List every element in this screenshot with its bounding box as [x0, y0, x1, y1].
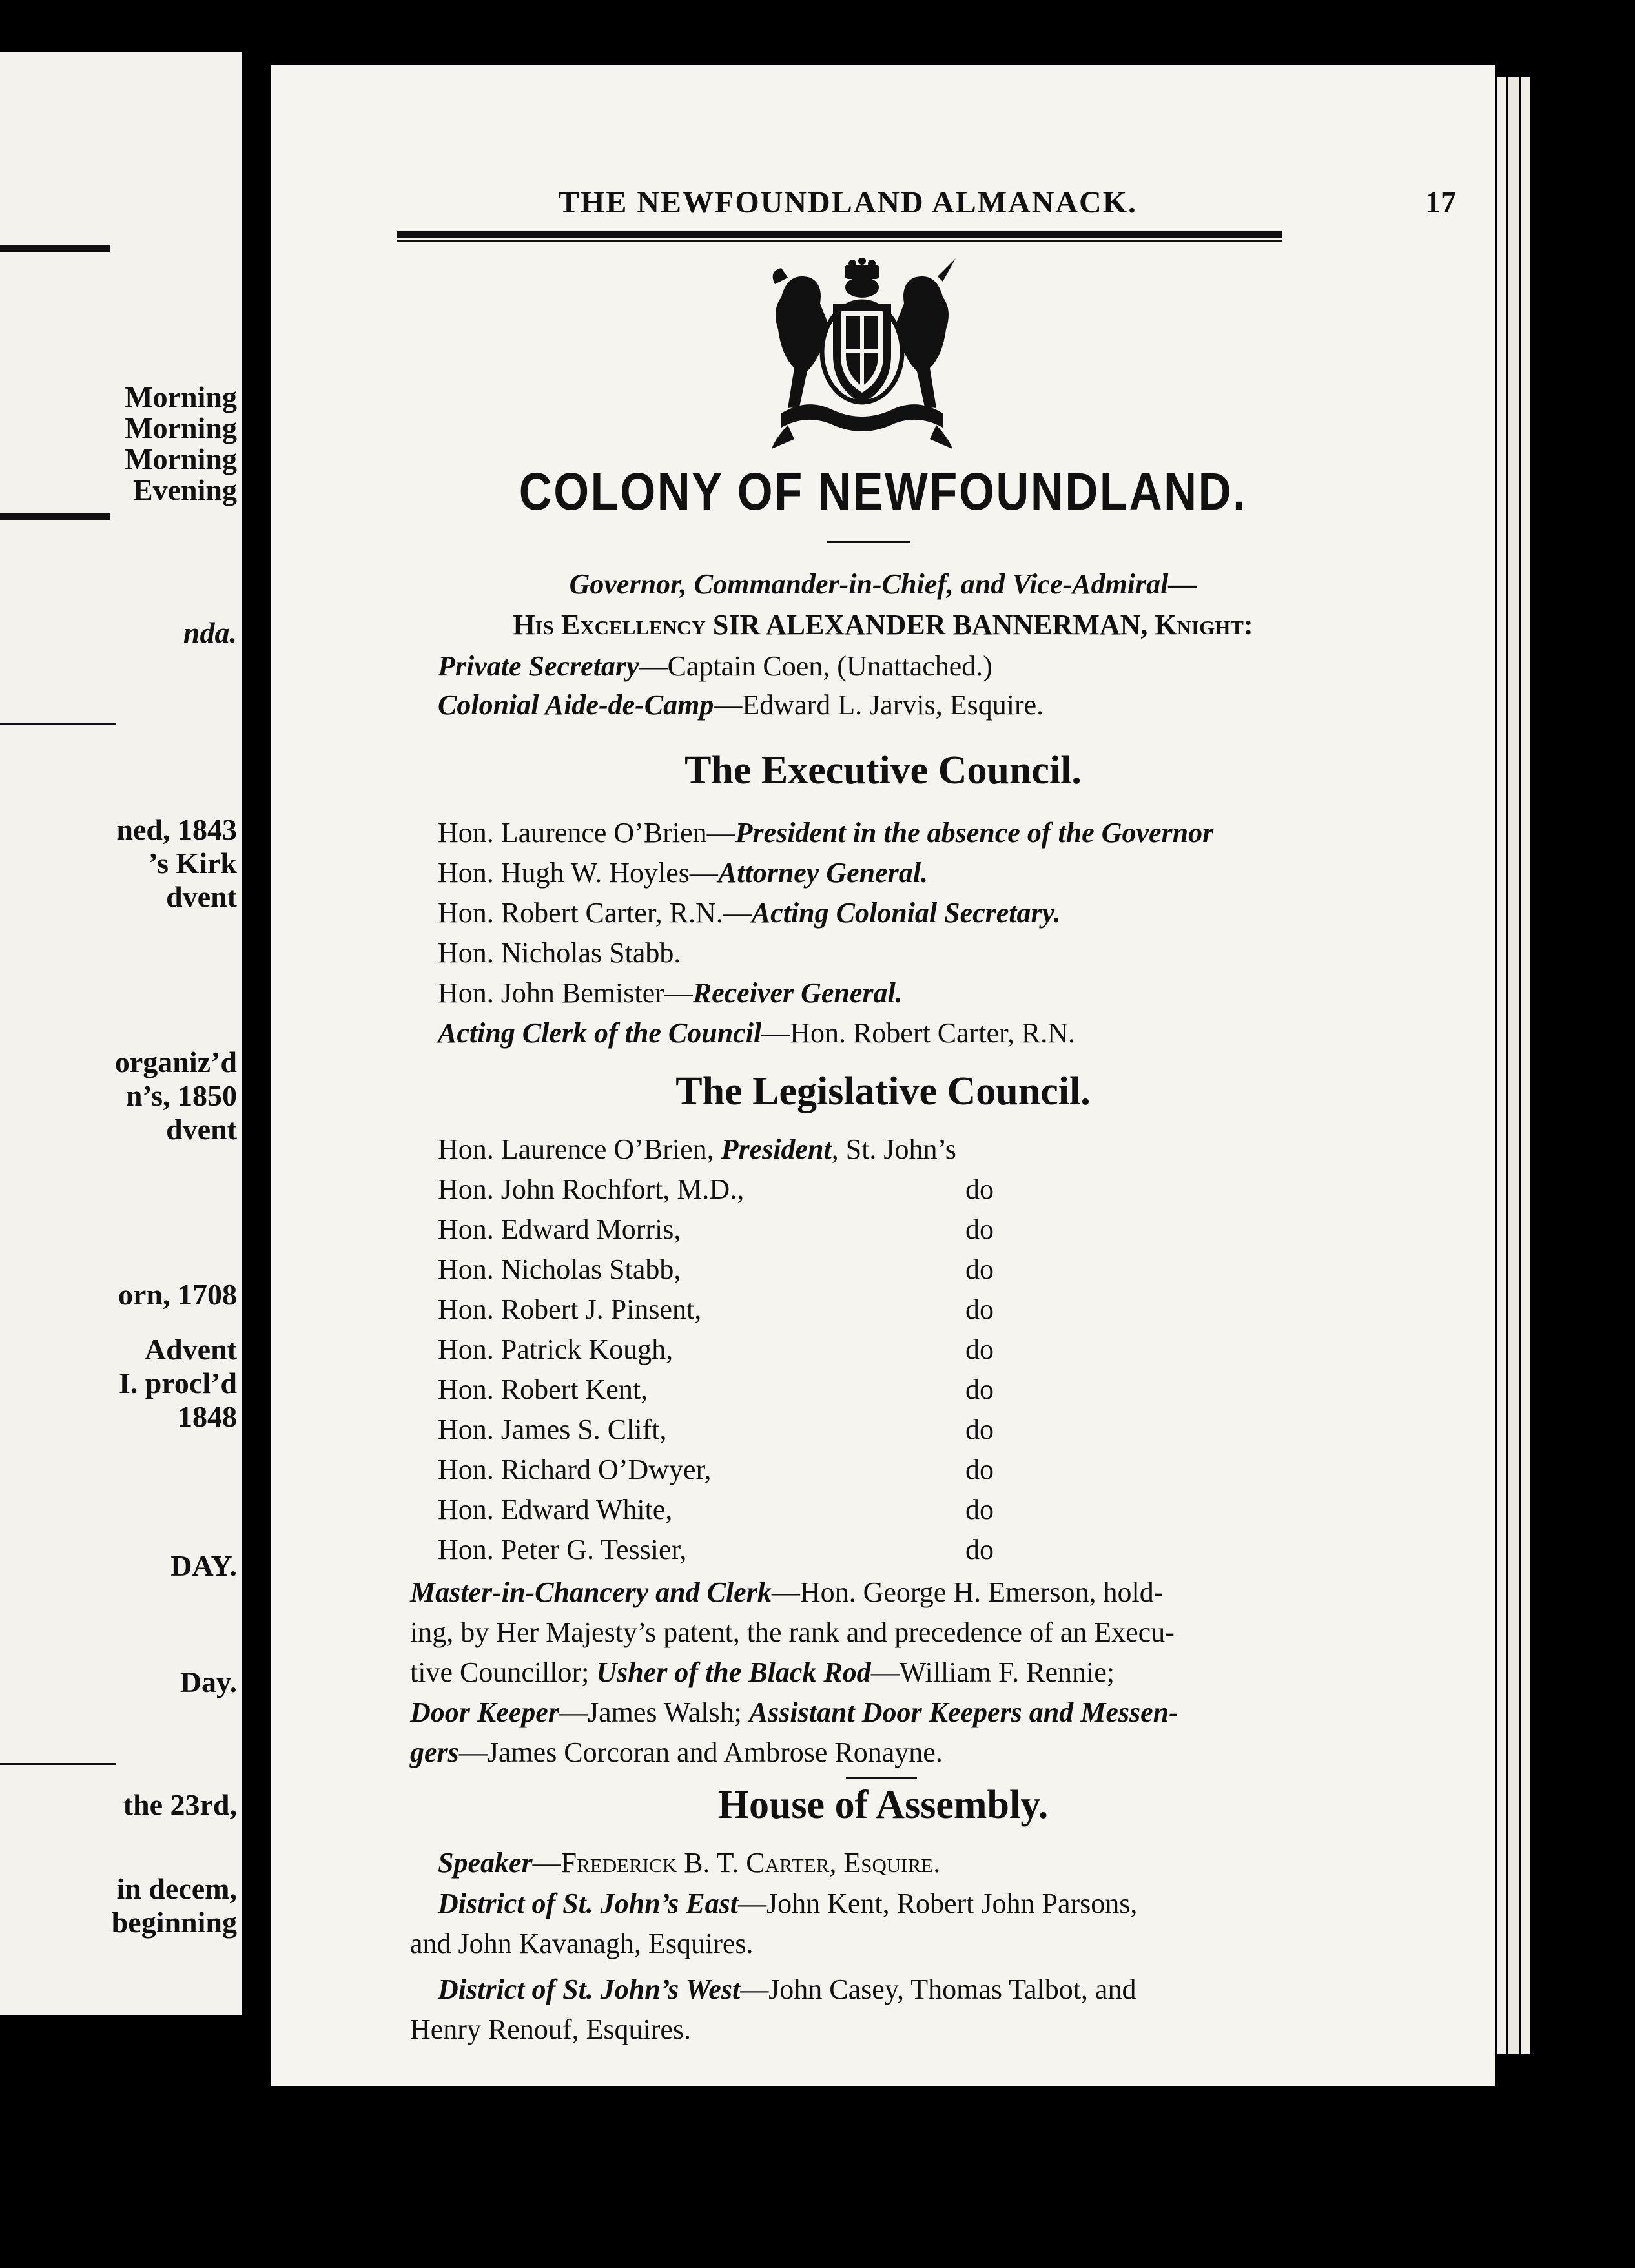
officer-text: ing, by Her Majesty’s patent, the rank and precedence of an Execu- — [410, 1616, 1175, 1648]
member-ditto: do — [965, 1454, 994, 1485]
governor-line — [271, 606, 1495, 644]
legislative-member: Hon. Richard O’Dwyer, — [438, 1454, 712, 1485]
district-st-johns-west — [438, 1970, 1343, 2010]
officer-role: Door Keeper — [410, 1696, 559, 1728]
executive-clerk — [438, 1014, 1075, 1053]
clerk-name: —Hon. Robert Carter, R.N. — [761, 1017, 1075, 1049]
district-continuation: Henry Renouf, Esquires. — [410, 2014, 692, 2045]
facing-fragment: organiz’d — [114, 1046, 237, 1078]
header-rule — [397, 231, 1282, 238]
legislative-member: Hon. James S. Clift, — [438, 1414, 667, 1445]
facing-fragment: dvent — [166, 1113, 237, 1146]
officer-text: —Hon. George H. Emerson, hold- — [771, 1576, 1164, 1608]
executive-member — [438, 894, 1061, 933]
facing-fragment: orn, 1708 — [118, 1278, 237, 1311]
legislative-member: Hon. Peter G. Tessier, — [438, 1534, 687, 1565]
facing-page-rule — [0, 513, 110, 520]
facing-fragment: nda. — [183, 616, 237, 649]
member-name: Hon. Nicholas Stabb. — [438, 937, 681, 969]
page-edge — [1521, 77, 1530, 2054]
assembly-speaker — [438, 1844, 940, 1882]
district-continuation: and John Kavanagh, Esquires. — [410, 1928, 754, 1959]
officers-line — [410, 1693, 1343, 1733]
legislative-president — [438, 1130, 956, 1169]
staff-line — [438, 647, 992, 686]
staff-name: —Captain Coen, (Unattached.) — [639, 650, 992, 682]
almanack-page — [271, 65, 1495, 2086]
member-place: , St. John’s — [831, 1133, 956, 1165]
district-line — [438, 1884, 1343, 1924]
district-st-johns-east — [438, 1884, 1343, 1924]
member-name: Hon. Hugh W. Hoyles— — [438, 857, 718, 889]
colony-title: COLONY OF NEWFOUNDLAND. — [519, 462, 1248, 521]
executive-member — [438, 854, 928, 892]
facing-fragment: ’s Kirk — [148, 847, 237, 880]
legislative-member: Hon. John Rochfort, M.D., — [438, 1173, 745, 1205]
running-header — [410, 185, 1476, 226]
facing-fragment: beginning — [111, 1906, 237, 1939]
speaker-name: —Frederick B. T. Carter, Esquire. — [532, 1847, 941, 1879]
facing-fragment: n’s, 1850 — [125, 1079, 237, 1112]
header-rule — [397, 240, 1282, 242]
facing-fragment: DAY. — [170, 1549, 237, 1582]
legislative-member: Hon. Edward White, — [438, 1494, 673, 1525]
governor-role — [271, 565, 1495, 604]
facing-fragment: in decem, — [116, 1872, 237, 1905]
member-ditto: do — [965, 1173, 994, 1205]
member-name: Hon. John Bemister— — [438, 977, 693, 1009]
member-ditto: do — [965, 1534, 994, 1565]
officer-text: —William F. Rennie; — [870, 1656, 1115, 1688]
title-rule — [827, 541, 910, 543]
legislative-member: Hon. Nicholas Stabb, — [438, 1253, 681, 1285]
officers-line — [410, 1613, 1343, 1653]
facing-fragment: Morning — [125, 411, 237, 444]
officer-role: gers — [410, 1737, 459, 1768]
member-office: Acting Colonial Secretary. — [751, 897, 1061, 929]
facing-fragment: dvent — [166, 880, 237, 913]
officer-role: Master-in-Chancery and Clerk — [410, 1576, 772, 1608]
legislative-council-heading: The Legislative Council. — [675, 1069, 1091, 1113]
executive-member — [438, 814, 1213, 852]
officers-line — [410, 1653, 1343, 1693]
member-ditto: do — [965, 1253, 994, 1285]
member-office: Receiver General. — [692, 977, 903, 1009]
page-edge — [1508, 77, 1519, 2054]
district-members: —John Casey, Thomas Talbot, and — [740, 1974, 1136, 2005]
facing-fragment: Morning — [125, 380, 237, 413]
staff-role: Private Secretary — [438, 650, 639, 682]
district-line — [438, 1970, 1343, 2010]
facing-fragment: 1848 — [178, 1400, 237, 1433]
page-number: 17 — [1425, 185, 1456, 220]
officer-text: —James Corcoran and Ambrose Ronayne. — [458, 1737, 943, 1768]
executive-council-heading: The Executive Council. — [684, 748, 1082, 792]
member-office: Attorney General. — [717, 857, 929, 889]
member-name: Hon. Laurence O’Brien— — [438, 817, 735, 849]
member-office: President in the absence of the Governor — [735, 817, 1214, 849]
facing-page — [0, 52, 242, 2015]
facing-fragment: I. procl’d — [118, 1366, 237, 1399]
officer-role: Assistant Door Keepers and Messen- — [748, 1696, 1178, 1728]
officer-role: Usher of the Black Rod — [596, 1656, 871, 1688]
member-ditto: do — [965, 1334, 994, 1365]
facing-fragment: the 23rd, — [123, 1788, 237, 1821]
legislative-member: Hon. Patrick Kough, — [438, 1334, 674, 1365]
facing-fragment: Advent — [144, 1333, 237, 1366]
governor-role-text: Governor, Commander-in-Chief, and Vice-Admiral— — [569, 568, 1197, 600]
legislative-officers — [410, 1572, 1343, 1773]
member-ditto: do — [965, 1414, 994, 1445]
legislative-member: Hon. Edward Morris, — [438, 1213, 681, 1245]
staff-line — [438, 686, 1044, 725]
member-ditto: do — [965, 1294, 994, 1325]
governor-name: SIR ALEXANDER BANNERMAN, — [712, 609, 1148, 641]
legislative-member: Hon. Robert J. Pinsent, — [438, 1294, 702, 1325]
facing-fragment: ned, 1843 — [116, 813, 237, 846]
facing-fragment: Day. — [180, 1665, 237, 1698]
executive-member — [438, 934, 681, 973]
page-edge — [1497, 77, 1506, 2054]
member-ditto: do — [965, 1374, 994, 1405]
officer-text: —James Walsh; — [559, 1696, 749, 1728]
staff-role: Colonial Aide-de-Camp — [438, 689, 714, 721]
legislative-member: Hon. Robert Kent, — [438, 1374, 648, 1405]
staff-name: —Edward L. Jarvis, Esquire. — [714, 689, 1044, 721]
facing-fragment: Morning — [125, 442, 237, 475]
member-name: Hon. Robert Carter, R.N.— — [438, 897, 752, 929]
executive-member — [438, 974, 903, 1013]
governor-prefix: His Excellency — [513, 609, 706, 641]
facing-page-rule — [0, 1763, 116, 1765]
officers-line — [410, 1733, 1343, 1773]
member-ditto: do — [965, 1494, 994, 1525]
clerk-role: Acting Clerk of the Council — [438, 1017, 762, 1049]
section-rule — [846, 1777, 917, 1779]
officer-text: tive Councillor; — [410, 1656, 597, 1688]
member-ditto: do — [965, 1213, 994, 1245]
member-office: President — [721, 1133, 832, 1165]
facing-page-rule — [0, 723, 116, 725]
speaker-role: Speaker — [438, 1847, 533, 1879]
royal-coat-of-arms-icon — [768, 258, 956, 452]
facing-fragment: Evening — [132, 473, 237, 506]
district-members: —John Kent, Robert John Parsons, — [737, 1888, 1138, 1919]
house-of-assembly-heading: House of Assembly. — [717, 1783, 1049, 1827]
facing-page-rule — [0, 245, 110, 252]
district-role: District of St. John’s East — [438, 1888, 738, 1919]
running-title: THE NEWFOUNDLAND ALMANACK. — [559, 185, 1138, 220]
district-role: District of St. John’s West — [438, 1974, 741, 2005]
member-name: Hon. Laurence O’Brien, — [438, 1133, 721, 1165]
governor-suffix: Knight: — [1155, 609, 1253, 641]
officers-line — [410, 1572, 1343, 1613]
